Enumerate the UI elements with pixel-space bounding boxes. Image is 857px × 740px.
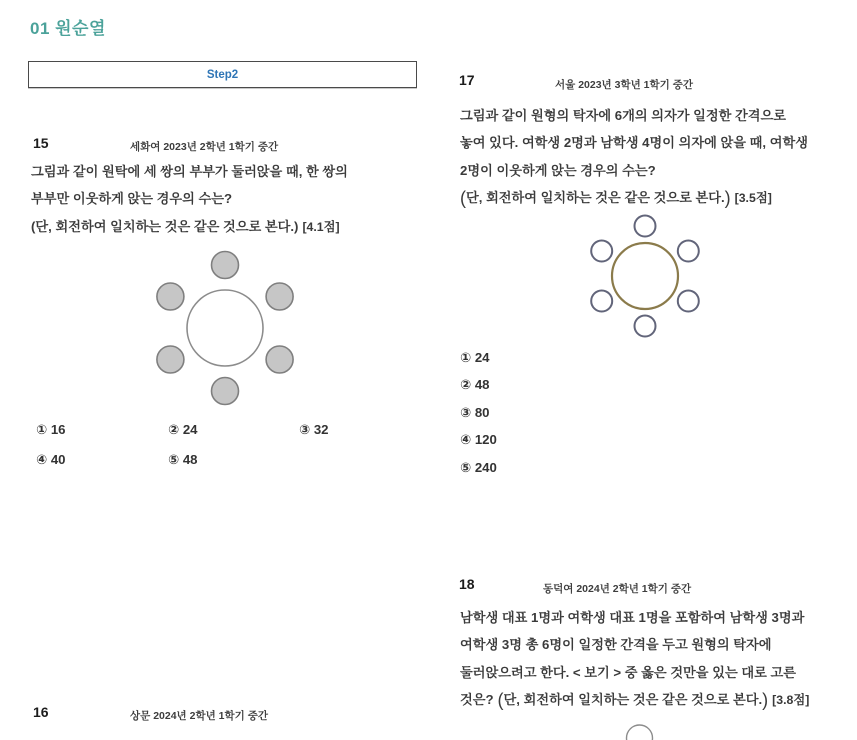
problem-18-source: 동덕여 2024년 2학년 1학기 중간 xyxy=(543,583,692,595)
problem-17-line-3: 2명이 이웃하게 앉는 경우의 수는? xyxy=(460,162,656,178)
problem-16-number: 16 xyxy=(33,704,49,720)
round-table-diagram-6-white-chairs xyxy=(577,208,713,344)
chair-circle-bottom xyxy=(212,378,239,405)
round-table-circle xyxy=(187,290,263,366)
open-paren: ( xyxy=(31,218,36,234)
problem-15 xyxy=(30,131,422,481)
chair-circle-lower-right xyxy=(266,346,293,373)
chair-circle-top xyxy=(635,216,656,237)
problem-15-condition-line xyxy=(31,213,348,241)
problem-15-choices-row-2 xyxy=(36,452,416,468)
open-paren: ( xyxy=(460,188,466,209)
open-paren: ( xyxy=(497,690,504,711)
choice-2: ② 48 xyxy=(460,377,490,393)
round-table-circle xyxy=(612,243,678,309)
problem-18-number: 18 xyxy=(459,576,475,592)
problem-17-choices xyxy=(460,344,497,481)
problem-17-source: 서울 2023년 3학년 1학기 중간 xyxy=(555,79,693,91)
choice-1: ① 24 xyxy=(460,350,490,365)
step2-label: Step2 xyxy=(206,69,239,81)
problem-15-condition: 단, 회전하여 일치하는 것은 같은 것으로 본다. xyxy=(35,218,295,234)
chair-circle-top xyxy=(627,725,653,740)
chair-circle-lower-left xyxy=(591,291,612,312)
problem-18-condition: 단, 회전하여 일치하는 것은 같은 것으로 본다. xyxy=(503,692,763,708)
choice-3: ③ 80 xyxy=(460,404,490,420)
problem-17-number: 17 xyxy=(459,72,475,88)
chair-circle-upper-left xyxy=(157,283,184,310)
chair-circle-upper-left xyxy=(591,241,612,262)
problem-18-score: [3.8점] xyxy=(772,693,810,708)
problem-17 xyxy=(455,68,845,488)
problem-15-line-1: 그림과 같이 원탁에 세 쌍의 부부가 둘러앉을 때, 한 쌍의 xyxy=(31,164,348,179)
choice-5: ⑤ 240 xyxy=(460,459,497,475)
problem-18-line-3: 둘러앉으려고 한다. < 보기 > 중 옳은 것만을 있는 대로 고른 xyxy=(460,664,796,680)
problem-15-line-2: 부부만 이웃하게 앉는 경우의 수는? xyxy=(31,191,233,207)
problem-18-lead: 것은? xyxy=(460,692,494,708)
problem-18-line-1: 남학생 대표 1명과 여학생 대표 1명을 포함하여 남학생 3명과 xyxy=(460,610,805,625)
choice-3: ③ 32 xyxy=(299,422,329,437)
problem-16-source: 상문 2024년 2학년 1학기 중간 xyxy=(130,710,268,722)
problem-18-text xyxy=(460,604,809,715)
step2-header-box xyxy=(28,61,417,88)
chair-circle-upper-right xyxy=(678,241,699,262)
problem-17-line-2: 놓여 있다. 여학생 2명과 남학생 4명이 의자에 앉을 때, 여학생 xyxy=(460,135,808,151)
chair-circle-lower-left xyxy=(157,346,184,373)
close-paren: ) xyxy=(762,690,769,711)
problem-15-choices-row-1 xyxy=(36,422,416,438)
problem-17-score: [3.5점] xyxy=(734,191,772,206)
choice-4: ④ 40 xyxy=(36,452,66,467)
close-paren: ) xyxy=(294,218,299,234)
round-table-diagram-6-gray-chairs xyxy=(145,249,305,409)
choice-5: ⑤ 48 xyxy=(168,452,198,467)
problem-18-diagram-partial-chair xyxy=(624,720,656,740)
problem-18 xyxy=(455,570,845,740)
choice-4: ④ 120 xyxy=(460,432,497,448)
problem-17-line-1: 그림과 같이 원형의 탁자에 6개의 의자가 일정한 간격으로 xyxy=(460,108,786,123)
problem-18-condition-line xyxy=(460,686,809,714)
chair-circle-lower-right xyxy=(678,291,699,312)
problem-15-source: 세화여 2023년 2학년 1학기 중간 xyxy=(130,141,279,153)
problem-15-text xyxy=(31,158,348,241)
problem-17-text xyxy=(460,102,808,213)
chair-circle-bottom xyxy=(635,316,656,337)
problem-17-condition: 단, 회전하여 일치하는 것은 같은 것으로 본다. xyxy=(466,190,725,206)
chair-circle-upper-right xyxy=(266,283,293,310)
close-paren: ) xyxy=(724,188,731,209)
problem-15-number: 15 xyxy=(33,135,49,151)
problem-18-line-2: 여학생 3명 총 6명이 일정한 간격을 두고 원형의 탁자에 xyxy=(460,637,772,653)
problem-15-score: [4.1점] xyxy=(302,219,340,234)
section-title: 01 원순열 xyxy=(30,19,106,38)
chair-circle-top xyxy=(212,252,239,279)
choice-1: ① 16 xyxy=(36,422,66,437)
choice-2: ② 24 xyxy=(168,422,198,437)
problem-16 xyxy=(30,700,422,740)
